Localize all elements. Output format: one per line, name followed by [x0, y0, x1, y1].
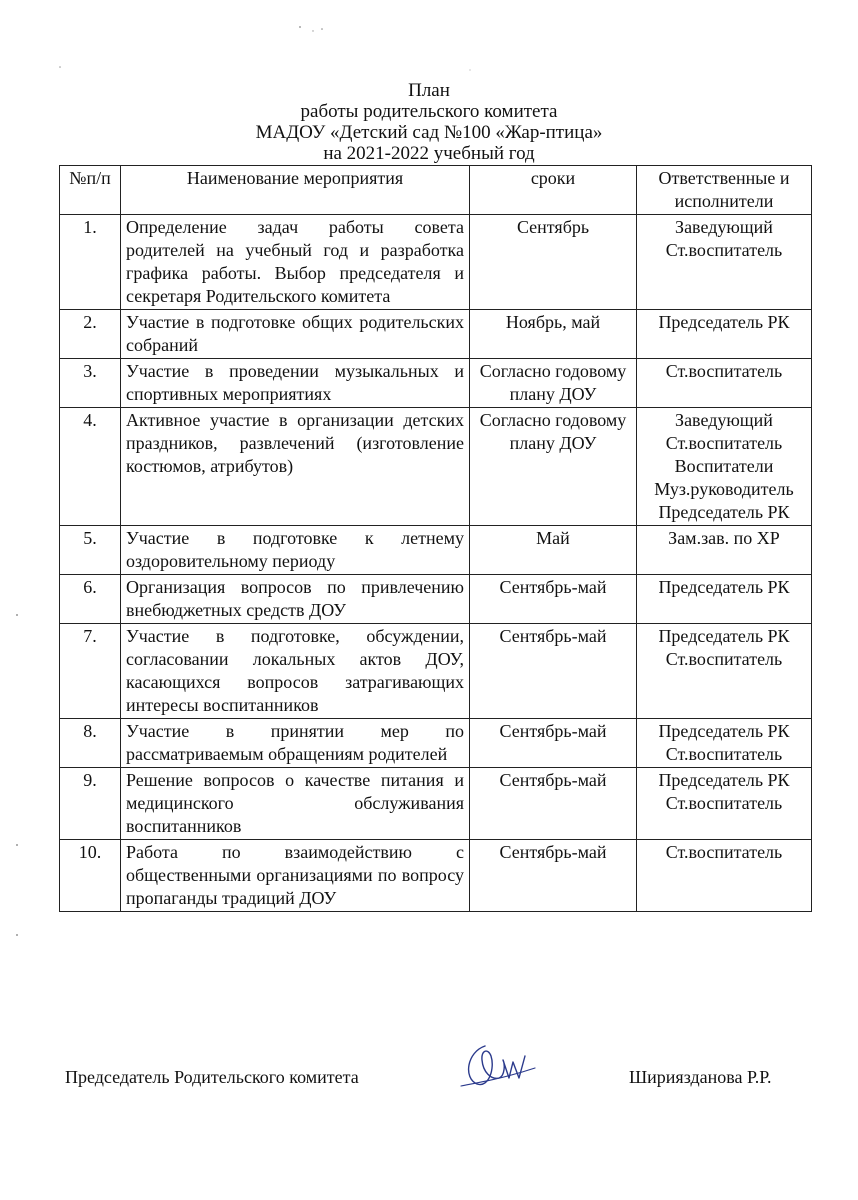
event-term: Ноябрь, май — [470, 310, 637, 359]
footer-signer: Шириязданова Р.Р. — [629, 1067, 772, 1087]
title-line-plan: План — [408, 80, 450, 101]
responsible-person: Заведующий — [675, 217, 773, 237]
table-row — [60, 575, 812, 624]
event-name: Участие в подготовке к летнему оздоровительному периоду — [121, 526, 470, 575]
row-number: 5. — [60, 526, 121, 575]
title-line-subject: работы родительского комитета — [300, 101, 558, 122]
event-responsible — [637, 526, 812, 575]
table-row — [60, 359, 812, 408]
row-number: 1. — [60, 215, 121, 310]
responsible-person: Заведующий — [675, 410, 773, 430]
title-line-organization: МАДОУ «Детский сад №100 «Жар-птица» — [255, 122, 603, 143]
row-number: 2. — [60, 310, 121, 359]
table-row — [60, 310, 812, 359]
signature-mark — [455, 1038, 540, 1093]
event-term: Согласно годовому плану ДОУ — [470, 408, 637, 526]
title-line-year: на 2021-2022 учебный год — [323, 143, 535, 164]
table-header-row — [60, 166, 812, 215]
responsible-person: Ст.воспитатель — [665, 793, 783, 813]
table-row — [60, 840, 812, 912]
table-row — [60, 408, 812, 526]
responsible-person: Председатель РК — [658, 577, 790, 597]
row-number: 4. — [60, 408, 121, 526]
responsible-person: Ст.воспитатель — [665, 240, 783, 260]
document-title — [0, 80, 858, 164]
responsible-person: Ст.воспитатель — [665, 744, 783, 764]
header-num: №п/п — [60, 166, 121, 215]
event-responsible — [637, 408, 812, 526]
event-term: Сентябрь-май — [470, 840, 637, 912]
event-responsible — [637, 624, 812, 719]
event-term: Согласно годовому плану ДОУ — [470, 359, 637, 408]
event-name: Определение задач работы совета родителей на учебный год и разработка графика работы. Выбор председателя и секретаря Родительского комитета — [121, 215, 470, 310]
responsible-person: Воспитатели — [674, 456, 774, 476]
responsible-person: Ст.воспитатель — [665, 649, 783, 669]
table-row — [60, 526, 812, 575]
event-responsible — [637, 840, 812, 912]
event-responsible — [637, 575, 812, 624]
responsible-person: Председатель РК — [658, 502, 790, 522]
table-row — [60, 719, 812, 768]
plan-table — [59, 165, 812, 912]
responsible-person: Председатель РК — [658, 721, 790, 741]
header-responsible: Ответственные и исполнители — [637, 166, 812, 215]
event-responsible — [637, 768, 812, 840]
event-term: Май — [470, 526, 637, 575]
event-name: Работа по взаимодействию с общественными организациями по вопросу пропаганды традиций ДОУ — [121, 840, 470, 912]
event-name: Активное участие в организации детских праздников, развлечений (изготовление костюмов, атрибутов) — [121, 408, 470, 526]
responsible-person: Председатель РК — [658, 770, 790, 790]
responsible-person: Ст.воспитатель — [665, 842, 783, 862]
responsible-person: Зам.зав. по ХР — [668, 528, 780, 548]
footer-position: Председатель Родительского комитета — [65, 1067, 359, 1087]
responsible-person: Ст.воспитатель — [665, 433, 783, 453]
table-row — [60, 768, 812, 840]
header-term: сроки — [470, 166, 637, 215]
row-number: 10. — [60, 840, 121, 912]
table-row — [60, 215, 812, 310]
row-number: 3. — [60, 359, 121, 408]
event-responsible — [637, 359, 812, 408]
responsible-person: Председатель РК — [658, 312, 790, 332]
event-name: Участие в принятии мер по рассматриваемым обращениям родителей — [121, 719, 470, 768]
responsible-person: Председатель РК — [658, 626, 790, 646]
event-term: Сентябрь-май — [470, 719, 637, 768]
table-body — [60, 215, 812, 912]
row-number: 7. — [60, 624, 121, 719]
event-responsible — [637, 719, 812, 768]
row-number: 6. — [60, 575, 121, 624]
event-name: Организация вопросов по привлечению внебюджетных средств ДОУ — [121, 575, 470, 624]
event-name: Решение вопросов о качестве питания и медицинского обслуживания воспитанников — [121, 768, 470, 840]
responsible-person: Ст.воспитатель — [665, 361, 783, 381]
row-number: 8. — [60, 719, 121, 768]
header-name: Наименование мероприятия — [121, 166, 470, 215]
event-name: Участие в подготовке, обсуждении, согласовании локальных актов ДОУ, касающихся вопросов затрагивающих интересы воспитанников — [121, 624, 470, 719]
responsible-person: Муз.руководитель — [654, 479, 794, 499]
event-term: Сентябрь-май — [470, 624, 637, 719]
event-term: Сентябрь-май — [470, 575, 637, 624]
event-name: Участие в проведении музыкальных и спортивных мероприятиях — [121, 359, 470, 408]
row-number: 9. — [60, 768, 121, 840]
table-row — [60, 624, 812, 719]
event-name: Участие в подготовке общих родительских собраний — [121, 310, 470, 359]
event-responsible — [637, 310, 812, 359]
event-term: Сентябрь-май — [470, 768, 637, 840]
event-responsible — [637, 215, 812, 310]
event-term: Сентябрь — [470, 215, 637, 310]
